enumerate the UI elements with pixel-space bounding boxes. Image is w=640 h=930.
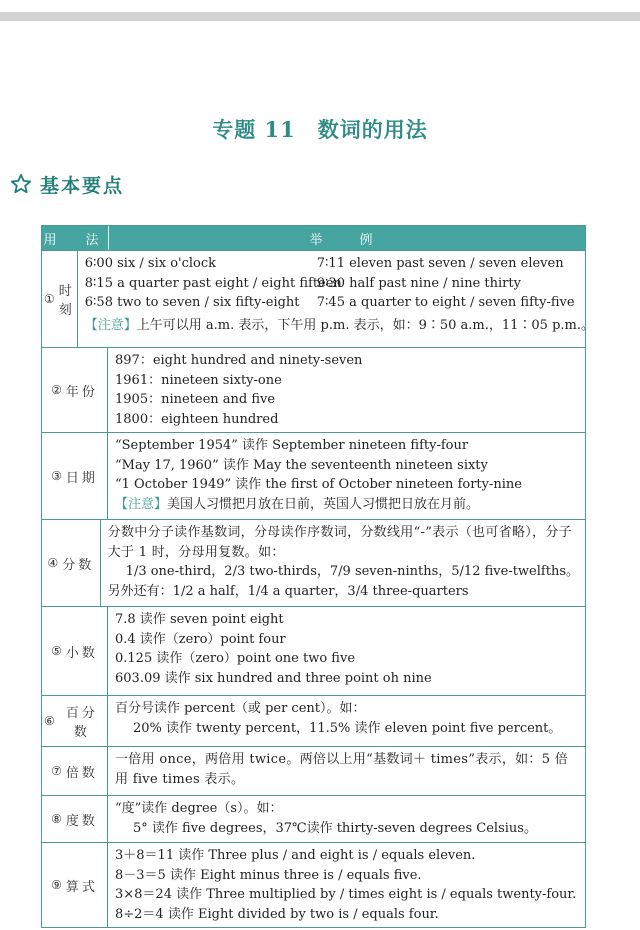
example-line: “1 October 1949” 读作 the first of October nineteen forty-nine — [115, 477, 522, 493]
usage-cell — [42, 433, 108, 519]
header-usage: 用 法 — [42, 226, 109, 250]
row-number: ⑨ — [51, 878, 62, 892]
usage-label: 年份 — [65, 384, 98, 400]
table-row-time — [42, 250, 594, 347]
example-line: “度”读作 degree（s）。如： — [115, 801, 283, 816]
usage-label: 小数 — [65, 645, 98, 661]
example-line: 603.09 读作 six hundred and three point oh nine — [115, 670, 432, 686]
example-cell — [108, 607, 585, 695]
usage-cell — [42, 607, 108, 695]
row-number: ⑥ — [44, 714, 55, 728]
usage-table — [41, 225, 594, 928]
row-number: ④ — [47, 556, 59, 570]
example-line: 0.125 读作（zero）point one two five — [115, 651, 356, 667]
example-cell — [108, 433, 585, 519]
note-text: 上午可以用 a.m. 表示，下午用 p.m. 表示，如：9∶50 a.m.，11∶05 p.m.。 — [136, 317, 594, 333]
example-line: 20% 读作 twenty percent，11.5% 读作 eleven point five percent。 — [133, 720, 562, 736]
usage-label: 日期 — [65, 470, 98, 486]
note-text: 美国人习惯把月放在日前，英国人习惯把日放在月前。 — [167, 496, 480, 512]
table-row-arithmetic — [42, 842, 585, 927]
example-line: 9∶30 half past nine / nine thirty — [316, 275, 521, 291]
example-line: 8－3＝5 读作 Eight minus three is / equals five. — [115, 867, 422, 883]
example-line: 1/3 one-third，2/3 two-thirds，7/9 seven-ninths，5/12 five-twelfths。 — [125, 564, 579, 580]
example-line: 8÷2＝4 读作 Eight divided by two is / equals four. — [115, 906, 439, 922]
usage-cell — [42, 747, 108, 795]
example-line: 一倍用 once，两倍用 twice。两倍以上用“基数词＋ times”表示，如：5 倍用 five times 表示。 — [115, 752, 569, 787]
usage-cell — [42, 251, 78, 347]
top-rule — [0, 12, 640, 21]
usage-label: 时刻 — [58, 284, 75, 318]
example-line: 1961：nineteen sixty-one — [115, 372, 282, 388]
row-number: ① — [44, 292, 55, 306]
example-cell — [78, 251, 600, 347]
example-line: 3×8＝24 读作 Three multiplied by / times eight is / equals twenty-four. — [115, 887, 577, 903]
example-line: 7.8 读作 seven point eight — [115, 612, 284, 627]
table-row-percent — [42, 695, 585, 746]
example-line: “May 17, 1960” 读作 May the seventeenth nineteen sixty — [115, 457, 488, 473]
row-number: ③ — [51, 469, 62, 483]
row-number: ⑦ — [51, 764, 62, 778]
example-cell — [108, 796, 585, 842]
example-line: 3＋8＝11 读作 Three plus / and eight is / equals eleven. — [115, 848, 476, 863]
row-number: ⑧ — [51, 812, 62, 826]
example-cell — [108, 696, 585, 746]
example-line: 5° 读作 five degrees，37℃读作 thirty-seven degrees Celsius。 — [133, 820, 537, 836]
table-row-decimal — [42, 606, 585, 695]
usage-cell — [42, 843, 108, 927]
example-line: 897：eight hundred and ninety-seven — [115, 353, 363, 368]
usage-cell — [42, 796, 108, 842]
page-title: 专题 11 数词的用法 — [212, 117, 428, 142]
usage-label: 百分数 — [65, 706, 98, 740]
example-line: 6∶00 six / six o'clock — [84, 256, 217, 271]
example-line: “September 1954” 读作 September nineteen fifty-four — [115, 438, 469, 453]
star-icon — [10, 173, 32, 195]
table-row-multiple — [42, 746, 585, 795]
table-row-date — [42, 432, 585, 519]
row-number: ② — [51, 383, 62, 397]
example-line: 1800：eighteen hundred — [115, 411, 279, 427]
example-cell — [108, 843, 585, 927]
example-line: 6∶58 two to seven / six fifty-eight — [84, 295, 300, 311]
example-cell — [108, 747, 585, 795]
table-header — [42, 226, 585, 250]
section-title: 基本要点 — [40, 174, 125, 197]
usage-label: 分数 — [62, 557, 95, 573]
usage-label: 倍数 — [65, 765, 98, 781]
note-tag: 【注意】 — [84, 317, 137, 333]
example-line: 7∶11 eleven past seven / seven eleven — [316, 256, 564, 271]
section-header — [10, 170, 124, 198]
table-row-degree — [42, 795, 585, 842]
usage-cell — [42, 348, 108, 432]
note-tag: 【注意】 — [115, 496, 168, 512]
table-row-year — [42, 347, 585, 432]
example-line: 0.4 读作（zero）point four — [115, 631, 286, 647]
example-line: 1905：nineteen and five — [115, 392, 276, 408]
example-line: 7∶45 a quarter to eight / seven fifty-five — [316, 295, 575, 311]
example-line: 8∶15 a quarter past eight / eight fifteen — [84, 275, 342, 291]
usage-cell — [42, 696, 108, 746]
example-line: 另外还有：1/2 a half，1/4 a quarter，3/4 three-quarters — [107, 583, 469, 599]
usage-cell — [42, 520, 101, 606]
example-cell — [101, 520, 585, 606]
usage-label: 算式 — [65, 879, 98, 895]
example-line: 百分号读作 percent（或 per cent）。如： — [115, 701, 366, 716]
example-line: 分数中分子读作基数词，分母读作序数词，分数线用“-”表示（也可省略），分子大于 1 时，分母用复数。如： — [107, 525, 572, 560]
usage-label: 度数 — [65, 813, 98, 829]
example-cell — [108, 348, 585, 432]
row-number: ⑤ — [51, 644, 62, 658]
header-examples: 举 例 — [309, 232, 385, 248]
table-row-fraction — [42, 519, 585, 606]
